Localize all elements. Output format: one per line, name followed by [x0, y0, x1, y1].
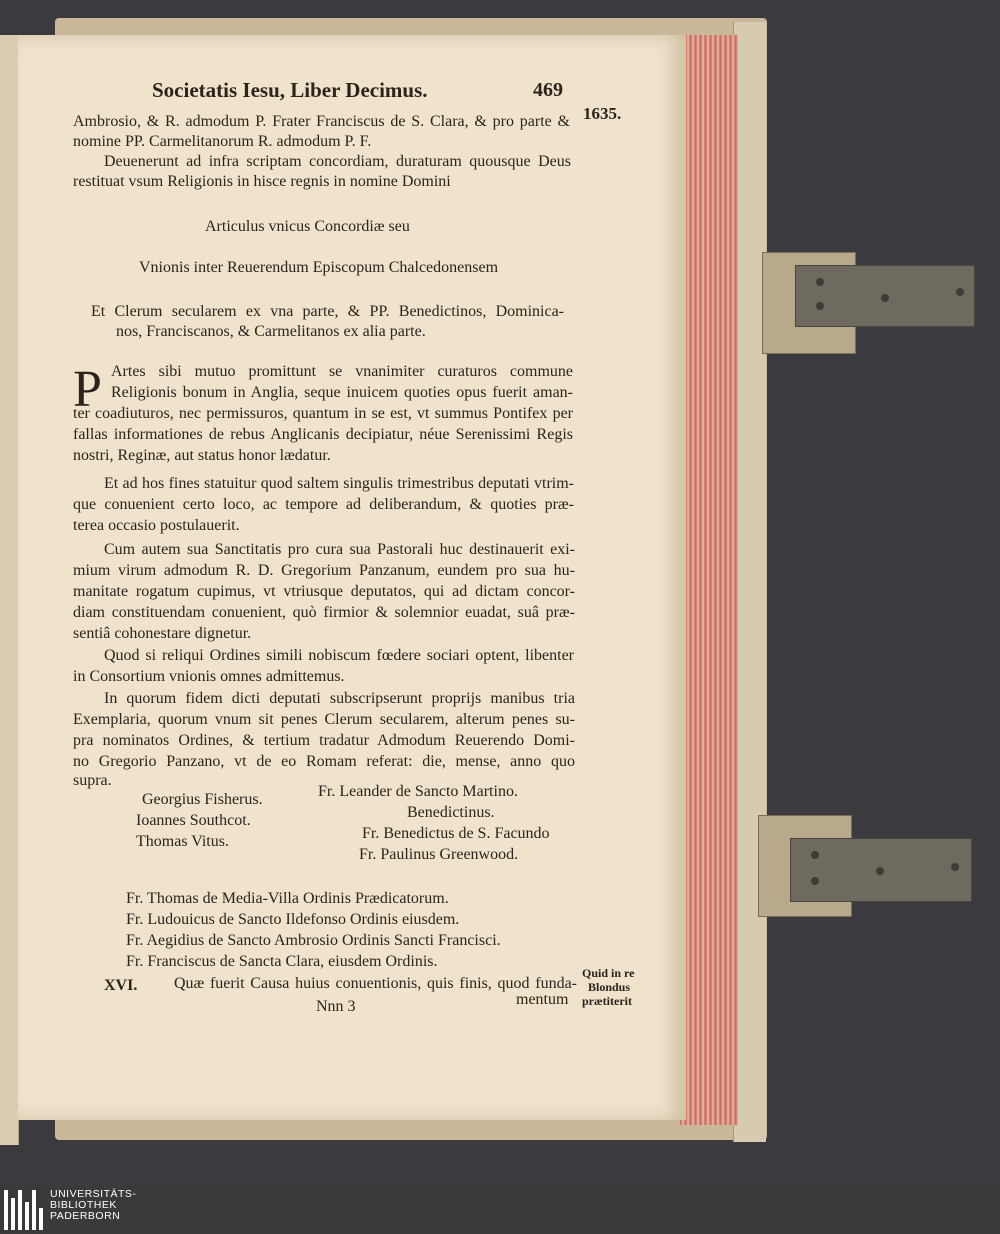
catchword: mentum	[516, 991, 569, 1008]
text-line: Deuenerunt ad infra scriptam concordiam, duraturam quousque Deus	[104, 153, 571, 170]
text-line: Exemplaria, quorum vnum sit penes Clerum secularem, alterum penes su-	[73, 711, 575, 728]
signatory: Georgius Fisherus.	[142, 791, 263, 808]
text-line: Quæ fuerit Causa huius conuentionis, quis finis, quod funda-	[174, 975, 577, 992]
margin-note-line: Quid in re	[582, 966, 635, 980]
rivet	[811, 877, 819, 885]
text-line: ter coadiuturos, nec permissuros, quantum in se est, vt summus Pontifex per	[73, 405, 573, 422]
signatory: Fr. Ludouicus de Sancto Ildefonso Ordinis eiusdem.	[126, 911, 460, 928]
text-line: terea occasio postulauerit.	[73, 517, 240, 534]
text-line: Ambrosio, & R. admodum P. Frater Franciscus de S. Clara, & pro parte &	[73, 113, 570, 130]
rivet	[876, 867, 884, 875]
margin-note-line: Blondus	[588, 980, 631, 994]
text-line: sentiâ cohonestare dignetur.	[73, 625, 252, 642]
margin-note-line: prætiterit	[582, 994, 632, 1008]
text-line: in Consortium vnionis omnes admittemus.	[73, 668, 345, 685]
text-line: manitate rogatum cupimus, vt vtriusque deputatos, qui ad dictam concor-	[73, 583, 575, 600]
margin-year: 1635.	[583, 104, 622, 123]
red-page-edges	[680, 35, 738, 1125]
text-line: no Gregorio Panzano, vt de eo Romam referat: die, mense, anno quo	[73, 753, 575, 770]
library-footer	[0, 1185, 1000, 1234]
clasp-lower-plate	[790, 838, 972, 902]
text-line: Cum autem sua Sanctitatis pro cura sua Pastorali huc destinauerit exi-	[104, 541, 575, 558]
text-line: nomine PP. Carmelitanorum R. admodum P. F.	[73, 133, 372, 150]
drop-capital: P	[73, 361, 102, 418]
text-line: fallas informationes de rebus Anglicanis decipiatur, néue Serenissimi Regis	[73, 426, 573, 443]
signatory: Benedictinus.	[407, 804, 495, 821]
signatory: Fr. Aegidius de Sancto Ambrosio Ordinis Sancti Francisci.	[126, 932, 501, 949]
signatory: Fr. Leander de Sancto Martino.	[318, 783, 518, 800]
section-title: nos, Franciscanos, & Carmelitanos ex alia parte.	[116, 323, 426, 340]
text-line: nostri, Reginæ, aut status honor lædatur.	[73, 447, 331, 464]
text-line: pra nominatos Ordines, & tertium tradatur Admodum Reuerendo Domi-	[73, 732, 575, 749]
page-number: 469	[533, 79, 563, 101]
section-title: Et Clerum secularem ex vna parte, & PP. Benedictinos, Dominica-	[91, 303, 564, 320]
text-line: restituat vsum Religionis in hisce regnis in nomine Domini	[73, 173, 451, 190]
text-line: Religionis bonum in Anglia, seque inuicem quoties opus fuerit aman-	[111, 384, 573, 401]
text-line: diam constituendam conuenient, quò firmior & solemnior euadat, suâ præ-	[73, 604, 575, 621]
signatory: Thomas Vitus.	[136, 833, 229, 850]
signature-mark: Nnn 3	[316, 998, 356, 1015]
text-line: In quorum fidem dicti deputati subscripserunt proprijs manibus tria	[104, 690, 575, 707]
library-name-line: UNIVERSITÄTS-	[50, 1188, 137, 1200]
section-title: Vnionis inter Reuerendum Episcopum Chalcedonensem	[139, 259, 499, 276]
section-number: XVI.	[104, 977, 138, 994]
library-name-line: BIBLIOTHEK	[50, 1199, 117, 1211]
signatory: Fr. Paulinus Greenwood.	[359, 846, 519, 863]
rivet	[951, 863, 959, 871]
clasp-upper-plate	[795, 265, 975, 327]
signatory: Fr. Franciscus de Sancta Clara, eiusdem Ordinis.	[126, 953, 438, 970]
text-line: Quod si reliqui Ordines simili nobiscum fœdere sociari optent, libenter	[104, 647, 574, 664]
text-line: Et ad hos fines statuitur quod saltem singulis trimestribus deputati vtrim-	[104, 475, 574, 492]
binding-left-edge	[0, 35, 19, 1145]
rivet	[816, 278, 824, 286]
text-line: Artes sibi mutuo promittunt se vnanimiter curaturos commune	[111, 363, 573, 380]
signatory: Ioannes Southcot.	[136, 812, 251, 829]
rivet	[816, 302, 824, 310]
rivet	[811, 851, 819, 859]
rivet	[956, 288, 964, 296]
rivet	[881, 294, 889, 302]
library-name-line: PADERBORN	[50, 1210, 121, 1222]
running-header: Societatis Iesu, Liber Decimus.	[152, 78, 428, 102]
text-line: supra.	[73, 772, 112, 789]
section-title: Articulus vnicus Concordiæ seu	[205, 218, 410, 235]
signatory: Fr. Thomas de Media-Villa Ordinis Prædicatorum.	[126, 890, 449, 907]
signatory: Fr. Benedictus de S. Facundo	[362, 825, 550, 842]
library-logo-icon	[4, 1188, 44, 1230]
text-line: que conuenient certo loco, ac tempore ad deliberandum, & quoties præ-	[73, 496, 574, 513]
text-line: mium virum admodum R. D. Gregorium Panzanum, eundem pro sua hu-	[73, 562, 575, 579]
